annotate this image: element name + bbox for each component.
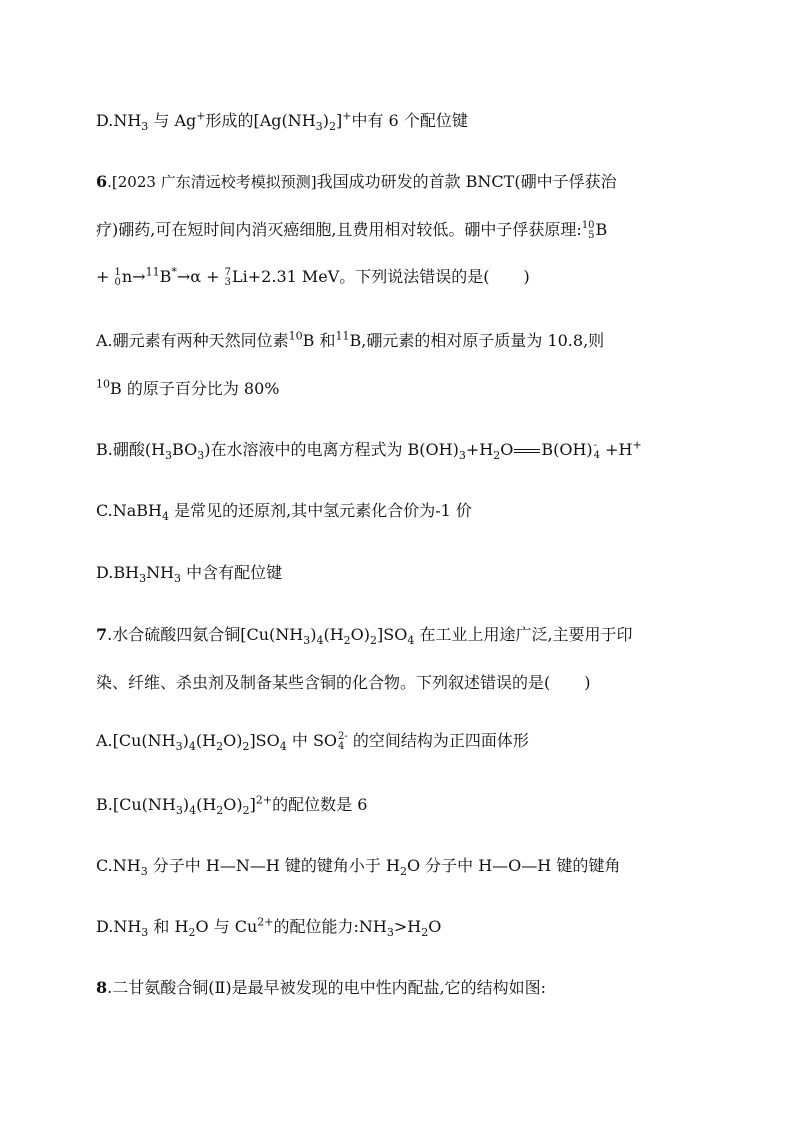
- equilibrium-sign: [514, 447, 540, 455]
- text: (H: [323, 625, 344, 644]
- q6-option-a-line-2: [96, 379, 706, 399]
- q6-stem-line-2: [96, 220, 706, 241]
- subscript: 2: [216, 804, 224, 818]
- element-symbol: B: [595, 220, 608, 239]
- text: D.NH: [96, 111, 142, 130]
- superscript: 2+: [257, 915, 274, 929]
- subscript: 4: [189, 804, 197, 818]
- text: 染、纤维、杀虫剂及制备某些含铜的化合物。下列叙述错误的是(: [96, 673, 551, 692]
- text: BO: [172, 440, 198, 459]
- text: 和 H: [148, 917, 189, 936]
- question-number: 8: [96, 978, 108, 997]
- question-number: 7: [96, 625, 108, 644]
- subscript: 3: [386, 926, 394, 940]
- subscript: 2: [216, 740, 224, 754]
- text: ): [182, 795, 190, 814]
- text: ): [584, 673, 591, 692]
- text: C.NaBH: [96, 501, 163, 520]
- text: ): [310, 625, 317, 644]
- subscript: 2: [329, 120, 336, 134]
- mass-number: 10: [288, 329, 303, 343]
- q6-stem-line-1: [96, 172, 706, 192]
- subscript: 3: [175, 740, 183, 754]
- subscript: 4: [316, 634, 324, 648]
- text: (H: [196, 795, 217, 814]
- superscript: +: [632, 438, 642, 452]
- text: +H: [600, 440, 633, 459]
- subscript: 2: [242, 740, 250, 754]
- text: A.硼元素有两种天然同位素: [96, 331, 289, 350]
- text: 的配位数是 6: [272, 795, 368, 814]
- mass-number: 10: [96, 377, 110, 391]
- text: 在工业上用途广泛,主要用于印: [414, 625, 633, 644]
- superscript: +: [342, 109, 352, 123]
- mass-number: 11: [145, 265, 160, 279]
- text: B 的原子百分比为 80%: [110, 379, 280, 398]
- nuclide-li7-indices: [225, 268, 231, 288]
- superscript: 2+: [255, 793, 273, 807]
- text: n→: [121, 267, 146, 286]
- atomic-number: 5: [588, 229, 595, 241]
- text: B,硼元素的相对原子质量为 10.8,则: [349, 331, 605, 350]
- text: ): [523, 267, 530, 286]
- superscript: +: [196, 109, 206, 123]
- nuclide-b10-indices: [582, 221, 595, 241]
- subscript: 3: [174, 572, 182, 586]
- text: 与 Ag: [148, 111, 197, 130]
- text: (H: [195, 731, 217, 750]
- text: D.BH: [96, 563, 140, 582]
- text: D.NH: [96, 917, 142, 936]
- atomic-number: 3: [224, 276, 232, 288]
- text: 中 SO: [286, 731, 338, 750]
- text: 中含有配位键: [181, 563, 283, 582]
- text: ]: [249, 795, 256, 814]
- subscript: 3: [141, 926, 149, 940]
- text: ]SO: [249, 731, 280, 750]
- element-symbol: B: [159, 267, 172, 286]
- text: ]SO: [377, 625, 408, 644]
- atomic-number: 0: [114, 276, 121, 288]
- subscript: 4: [279, 740, 287, 754]
- text: 形成的[Ag(NH: [205, 111, 316, 130]
- text: )在水溶液中的电离方程式为 B(OH): [204, 440, 459, 459]
- text: O 与 Cu: [195, 917, 258, 936]
- text: .二甘氨酸合铜(Ⅱ)是最早被发现的电中性内配盐,它的结构如图:: [107, 978, 547, 997]
- q7-stem-line-1: [96, 625, 706, 648]
- text: ): [322, 111, 329, 130]
- text: →α +: [176, 267, 225, 286]
- subscript: 2: [370, 634, 378, 648]
- q8-stem: [96, 978, 706, 998]
- mass-number: 11: [335, 329, 350, 343]
- subscript: 2: [493, 449, 501, 463]
- subscript: 4: [338, 740, 345, 752]
- text: +H: [465, 440, 494, 459]
- subscript: 3: [303, 634, 311, 648]
- text: O: [500, 440, 514, 459]
- subscript: 3: [140, 865, 148, 879]
- text: 的空间结构为正四面体形: [347, 731, 529, 750]
- subscript: 3: [315, 120, 323, 134]
- text: NH: [146, 563, 175, 582]
- question-number: 6: [96, 172, 108, 191]
- q7-option-b: [96, 793, 706, 818]
- subscript: 4: [593, 449, 601, 461]
- text: A.[Cu(NH: [96, 731, 176, 750]
- text: 疗)硼药,可在短时间内消灭癌细胞,且费用相对较低。硼中子俘获原理:: [96, 220, 582, 239]
- text: >H: [393, 917, 422, 936]
- text: 是常见的还原剂,其中氢元素化合价为-1 价: [169, 501, 472, 520]
- text: .水合硫酸四氨合铜[Cu(NH: [107, 625, 304, 644]
- ion-charge-indices: [338, 732, 348, 752]
- subscript: 3: [458, 449, 466, 463]
- q6-option-d: [96, 563, 706, 586]
- subscript: 2: [421, 926, 429, 940]
- text: 中有 6 个配位键: [351, 111, 468, 130]
- text: 我国成功研发的首款 BNCT(硼中子俘获治: [316, 172, 617, 191]
- text: +: [96, 267, 115, 286]
- text: O 分子中 H—O—H 键的键角: [406, 856, 621, 875]
- subscript: 4: [162, 510, 170, 524]
- text: B.硼酸(H: [96, 440, 166, 459]
- subscript: 3: [139, 572, 147, 586]
- q5-option-d: [96, 109, 706, 134]
- charge: 2-: [338, 730, 348, 742]
- subscript: 4: [188, 740, 196, 754]
- text: Li+2.31 MeV。下列说法错误的是(: [232, 267, 490, 286]
- q7-option-a: [96, 731, 706, 752]
- mass-number: 10: [581, 219, 595, 231]
- q6-option-c: [96, 501, 706, 524]
- subscript: 2: [242, 804, 250, 818]
- text: B(OH): [541, 440, 593, 459]
- text: 分子中 H—N—H 键的键角小于 H: [147, 856, 400, 875]
- subscript: 2: [399, 865, 407, 879]
- text: O): [223, 731, 243, 750]
- q7-option-c: [96, 856, 706, 879]
- text: O): [223, 795, 243, 814]
- q7-option-d: [96, 915, 706, 940]
- text: C.NH: [96, 856, 141, 875]
- subscript: 3: [141, 120, 149, 134]
- text: B 和: [302, 331, 336, 350]
- subscript: 2: [188, 926, 196, 940]
- q7-stem-line-2: [96, 673, 706, 693]
- mass-number: 1: [114, 266, 121, 278]
- q6-option-b: [96, 440, 706, 461]
- subscript: 3: [197, 449, 205, 463]
- text: O: [428, 917, 442, 936]
- q6-stem-line-3: [96, 267, 706, 288]
- text: ): [182, 731, 189, 750]
- nuclide-neutron-indices: [115, 268, 121, 288]
- text: 的配位能力:NH: [273, 917, 387, 936]
- charge: -: [593, 439, 598, 451]
- question-source: .[2023 广东清远校考模拟预测]: [107, 173, 317, 191]
- mass-number: 7: [224, 266, 232, 278]
- subscript: 3: [175, 804, 183, 818]
- subscript: 2: [343, 634, 351, 648]
- excited-mark: *: [171, 265, 177, 279]
- q6-option-a-line-1: [96, 331, 706, 351]
- text: ]: [336, 111, 343, 130]
- text: O): [350, 625, 371, 644]
- subscript: 3: [165, 449, 173, 463]
- text: B.[Cu(NH: [96, 795, 176, 814]
- subscript: 4: [407, 634, 415, 648]
